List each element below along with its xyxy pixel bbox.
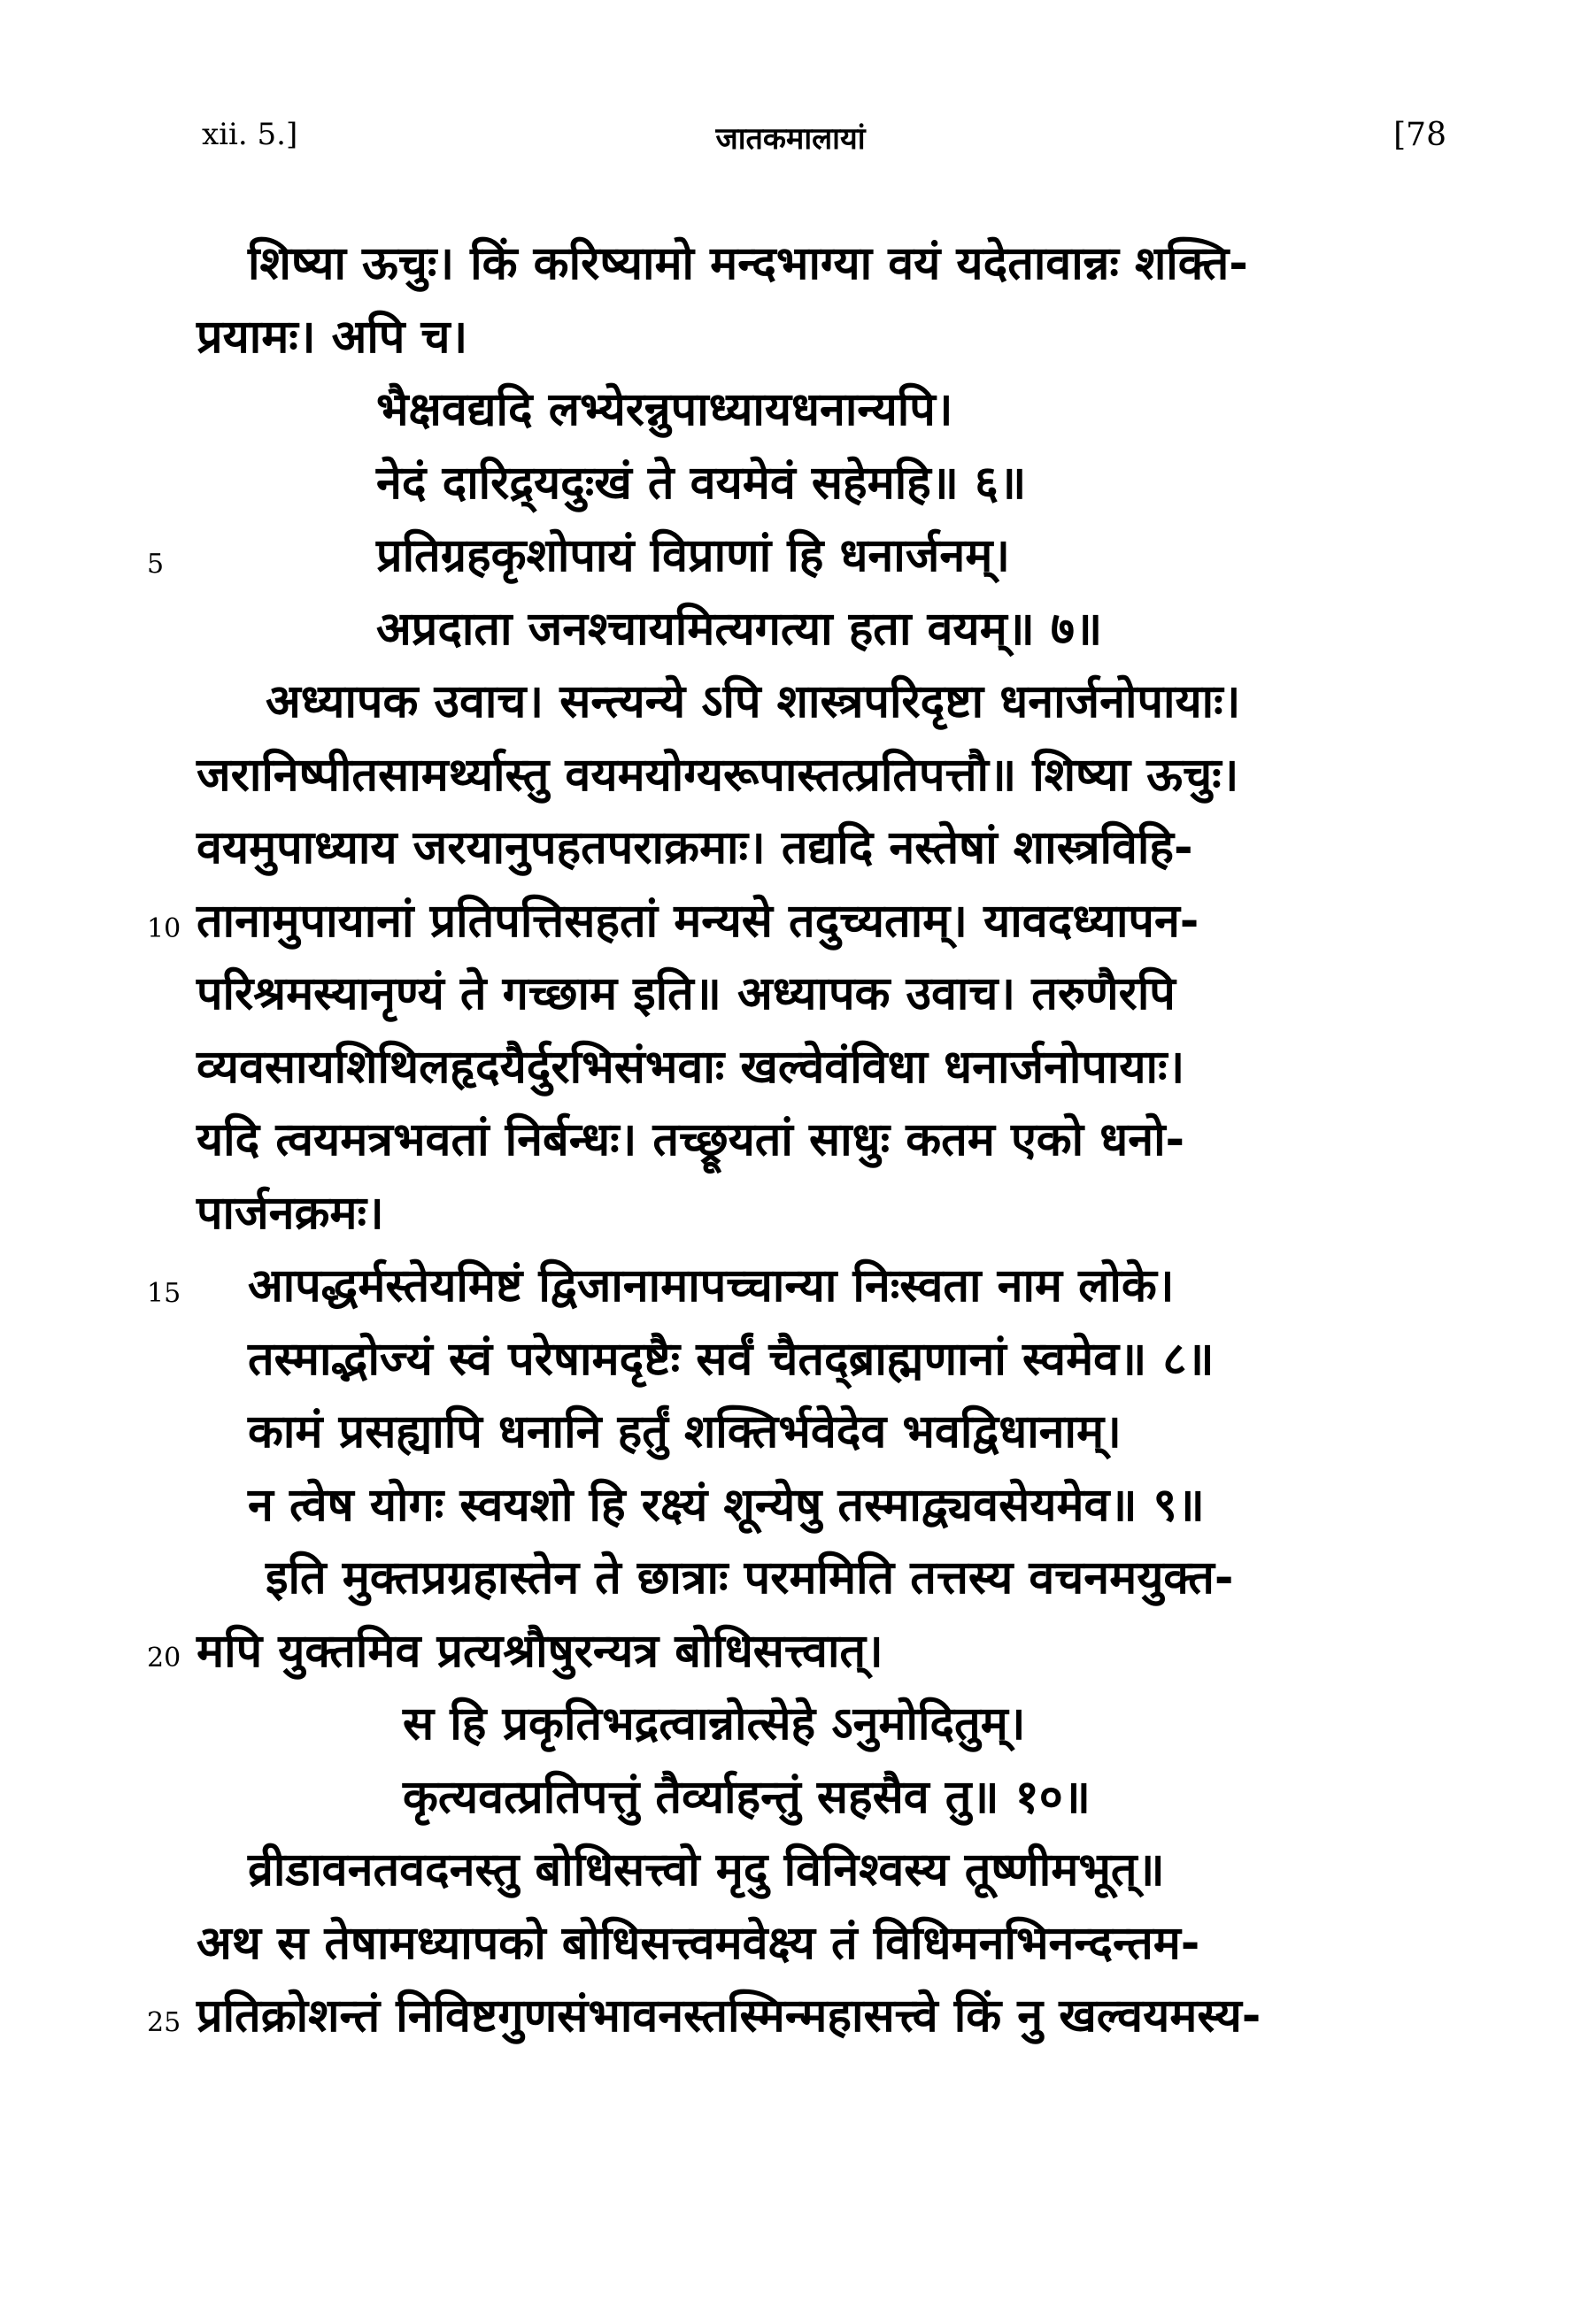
text-line: अप्रदाता जनश्चायमित्यगत्या हता वयम्॥ ७॥	[376, 603, 1103, 656]
header-chapter-ref: xii. 5.]	[202, 117, 298, 152]
text-line: कृत्यवत्प्रतिपत्तुं तैर्व्याहन्तुं सहसैव तु॥ १०॥	[403, 1771, 1091, 1824]
text-line: स हि प्रकृतिभद्रत्वान्नोत्सेहे ऽनुमोदितुम्।	[403, 1697, 1026, 1751]
text-line: परिश्रमस्यानृण्यं ते गच्छाम इति॥ अध्यापक उवाच। तरुणैरपि	[197, 967, 1176, 1020]
text-line: मपि युक्तमिव प्रत्यश्रौषुरन्यत्र बोधिसत्त्वात्।	[197, 1625, 883, 1678]
text-line: व्रीडावनतवदनस्तु बोधिसत्त्वो मृदु विनिश्वस्य तूष्णीमभूत्॥	[248, 1843, 1165, 1897]
text-line: प्रतिक्रोशन्तं निविष्टगुणसंभावनस्तस्मिन्महासत्त्वे किं नु खल्वयमस्य-	[197, 1989, 1261, 2043]
text-line: नेदं दारिद्र्यदुःखं ते वयमेवं सहेमहि॥ ६॥	[376, 457, 1027, 510]
text-line: इति मुक्तप्रग्रहास्तेन ते छात्राः परममिति तत्तस्य वचनमयुक्त-	[266, 1551, 1234, 1604]
line-number-20: 20	[147, 1643, 181, 1674]
text-line: प्रतिग्रहकृशोपायं विप्राणां हि धनार्जनम्।	[376, 529, 1011, 582]
text-line: जरानिष्पीतसामर्थ्यास्तु वयमयोग्यरूपास्तत्प्रतिपत्तौ॥ शिष्या ऊचुः।	[197, 749, 1239, 802]
text-line: व्यवसायशिथिलहृदयैर्दुरभिसंभवाः खल्वेवंविधा धनार्जनोपायाः।	[197, 1041, 1185, 1094]
text-line: पार्जनक्रमः।	[197, 1187, 384, 1240]
text-line: भैक्षवद्यदि लभ्येरन्नुपाध्यायधनान्यपि।	[376, 383, 953, 436]
text-line: तानामुपायानां प्रतिपत्तिसहतां मन्यसे तदुच्यताम्। यावदध्यापन-	[197, 895, 1199, 948]
header-page-number: [78	[1393, 117, 1446, 153]
text-line: यदि त्वयमत्रभवतां निर्बन्धः। तच्छ्रूयतां साधुः कतम एको धनो-	[197, 1113, 1185, 1166]
text-line: प्रयामः। अपि च।	[197, 311, 468, 364]
line-number-5: 5	[147, 549, 165, 580]
line-number-10: 10	[147, 913, 181, 944]
text-line: अथ स तेषामध्यापको बोधिसत्त्वमवेक्ष्य तं विधिमनभिनन्दन्तम-	[197, 1917, 1200, 1970]
line-number-25: 25	[147, 2007, 181, 2038]
text-line: आपद्धर्मस्तेयमिष्टं द्विजानामापच्चान्या निःस्वता नाम लोके।	[248, 1259, 1175, 1312]
text-line: वयमुपाध्याय जरयानुपहतपराक्रमाः। तद्यदि नस्तेषां शास्त्रविहि-	[197, 821, 1193, 874]
text-line: न त्वेष योगः स्वयशो हि रक्ष्यं शून्येषु तस्माद्व्यवसेयमेव॥ ९॥	[248, 1479, 1205, 1532]
text-line: शिष्या ऊचुः। किं करिष्यामो मन्दभाग्या वयं यदेतावान्नः शक्ति-	[248, 237, 1248, 290]
line-number-15: 15	[147, 1278, 181, 1309]
header-title: जातकमालायां	[715, 121, 866, 157]
text-line: कामं प्रसह्यापि धनानि हर्तुं शक्तिर्भवेदेव भवद्विधानाम्।	[248, 1405, 1122, 1458]
text-line: अध्यापक उवाच। सन्त्यन्ये ऽपि शास्त्रपरिदृष्टा धनार्जनोपायाः।	[266, 675, 1241, 728]
text-line: तस्माद्भोज्यं स्वं परेषामदृष्टैः सर्वं चैतद्ब्राह्मणानां स्वमेव॥ ८॥	[248, 1333, 1215, 1386]
